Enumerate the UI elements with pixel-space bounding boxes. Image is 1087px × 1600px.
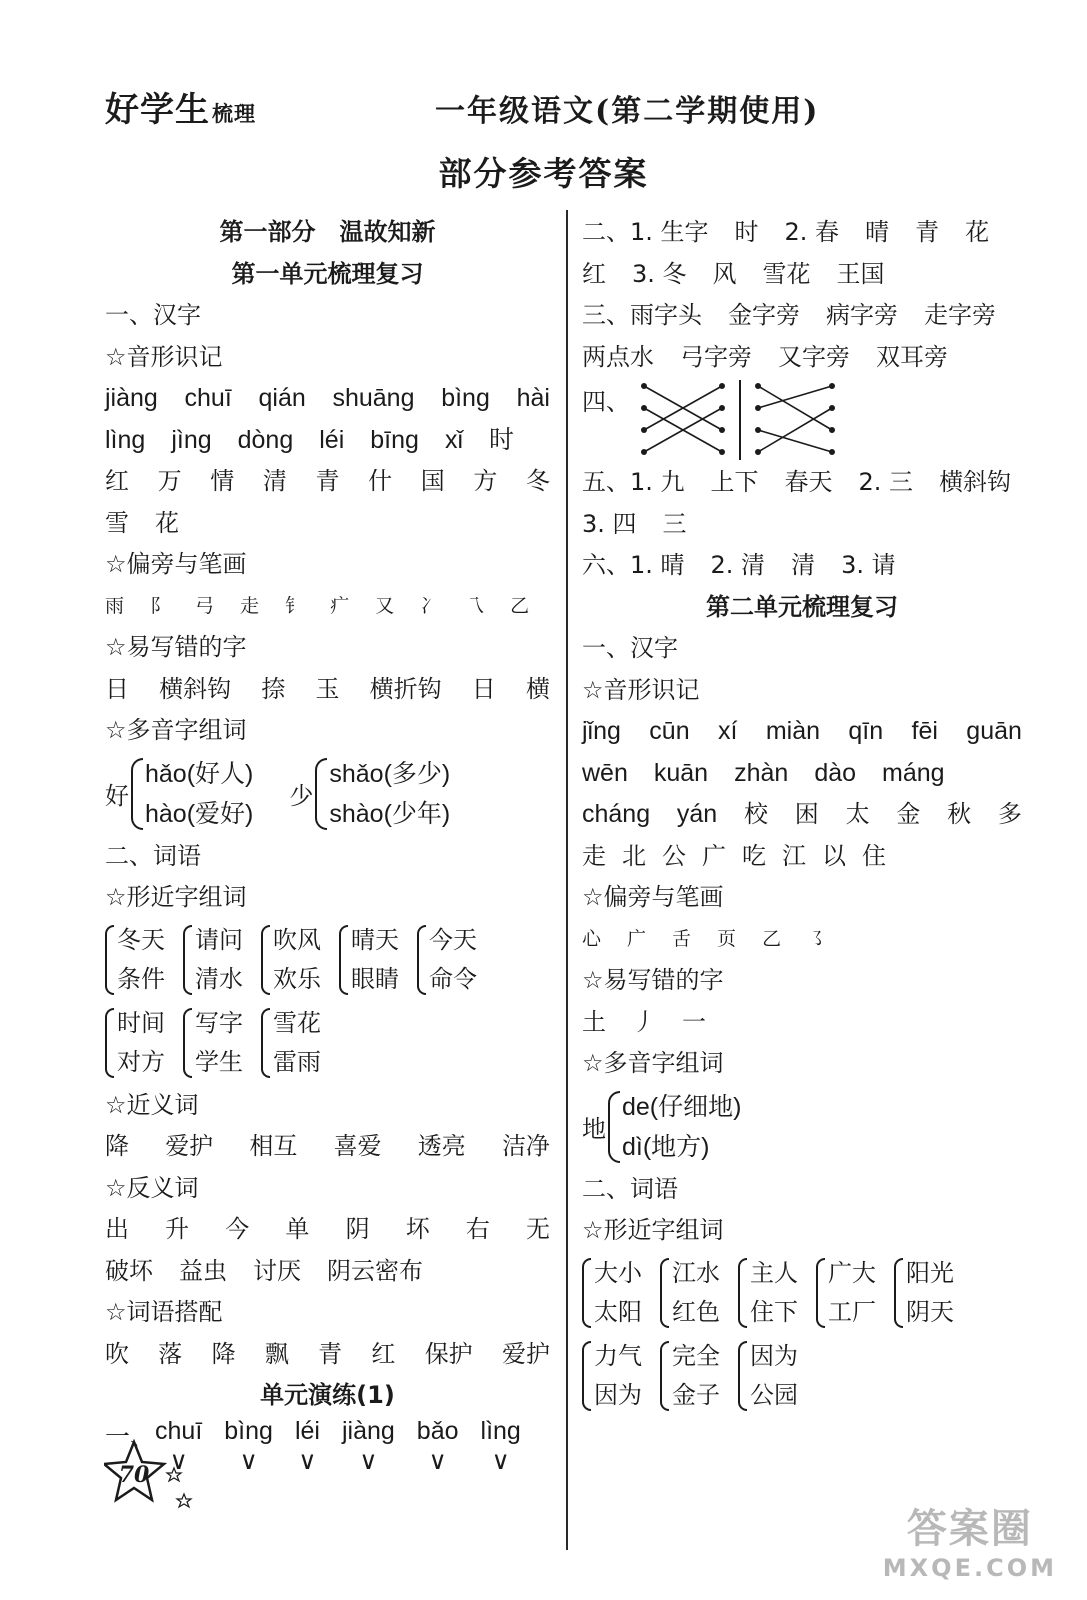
brace-icon — [339, 925, 348, 995]
section-hanzi-2: 一、汉字 — [582, 634, 678, 662]
pinyin-item: xǐ — [444, 425, 463, 454]
subsection-similar-2: ☆形近字组词 — [582, 1216, 724, 1244]
char-item: 住 — [862, 841, 886, 870]
char-item: 国 — [420, 467, 445, 495]
error-item: 横斜钩 — [159, 674, 232, 703]
word: 时间 — [117, 1009, 165, 1037]
errors-row-2 — [582, 1002, 1022, 1044]
word: 今天 — [429, 926, 477, 954]
word-pair — [582, 1254, 642, 1332]
pinyin-item: qián — [258, 384, 306, 412]
collocation-item: 青 — [318, 1339, 343, 1368]
answer-item: 二、1. 生字 — [582, 218, 709, 246]
word: 广大 — [828, 1259, 876, 1287]
word: 因为 — [750, 1342, 798, 1370]
poly-option: hǎo(好人) — [145, 759, 254, 788]
pinyin-item: guān — [966, 717, 1022, 745]
char-item: 青 — [315, 467, 340, 495]
word: 写字 — [195, 1009, 243, 1037]
brace-icon — [315, 758, 327, 830]
answer-item: 雪花 — [762, 259, 811, 288]
answer-item: 三 — [662, 509, 687, 538]
word-pair — [582, 1337, 642, 1415]
word: 眼睛 — [351, 965, 399, 993]
answer-item: 春天 — [784, 468, 833, 496]
poly-char: 好 — [105, 782, 129, 810]
answer-item: 六、1. 晴 — [582, 551, 685, 579]
word-pair — [738, 1337, 798, 1415]
word: 主人 — [750, 1259, 798, 1287]
answer-item: 走字旁 — [924, 301, 996, 329]
unit2-title: 第二单元梳理复习 — [706, 592, 898, 621]
brace-icon — [105, 1008, 114, 1078]
brace-icon — [738, 1258, 747, 1328]
collocation-item: 降 — [211, 1339, 236, 1368]
word: 红色 — [672, 1298, 720, 1326]
antonym-item: 单 — [285, 1215, 310, 1243]
radicals-row-2 — [582, 919, 1022, 961]
brace-icon — [660, 1258, 669, 1328]
error-item: 捺 — [261, 674, 286, 703]
error-item: 一 — [682, 1007, 706, 1036]
answer-item: 上下 — [710, 468, 759, 496]
question-label: 四、 — [582, 388, 630, 416]
answer-row-2 — [582, 212, 1022, 254]
collocation-item: 吹 — [105, 1339, 129, 1368]
radical-item: 疒 — [330, 594, 350, 617]
poly-char: 少 — [289, 782, 314, 810]
poly-options — [622, 1087, 741, 1167]
answer-item: 弓字旁 — [680, 342, 752, 371]
char-item: 公 — [662, 841, 686, 870]
subsection-polyphonic: ☆多音字组词 — [105, 716, 247, 744]
char-item: 北 — [622, 841, 646, 870]
word-pair — [339, 921, 399, 999]
drill-item: bǎo ∨ — [416, 1416, 459, 1475]
subsection-synonyms: ☆近义词 — [105, 1090, 199, 1119]
poly-option: de(仔细地) — [622, 1092, 742, 1121]
brand-logo — [105, 82, 256, 131]
antonym-item: 今 — [225, 1215, 250, 1243]
char-item: 走 — [582, 841, 606, 870]
radical-item: 心 — [582, 927, 602, 950]
pinyin-item: qīn — [848, 717, 884, 745]
subsection-collocations: ☆词语搭配 — [105, 1298, 223, 1326]
answer-item: 两点水 — [582, 342, 654, 371]
word: 学生 — [195, 1048, 243, 1076]
subsection-yinxing: ☆音形识记 — [105, 342, 223, 371]
word: 工厂 — [828, 1298, 876, 1326]
word: 大小 — [594, 1259, 642, 1287]
answer-item: 青 — [915, 218, 940, 246]
answer-item: 五、1. 九 — [582, 468, 685, 496]
subsection-yinxing-2: ☆音形识记 — [582, 675, 700, 704]
char-item: 红 — [105, 467, 129, 495]
brace-icon — [131, 758, 143, 830]
pinyin-item: shuāng — [332, 384, 415, 412]
section-hanzi: 一、汉字 — [105, 301, 201, 329]
answer-item: 红 — [582, 259, 606, 288]
answer-item: 2. 春 — [784, 218, 840, 246]
drill-item: lìng ∨ — [480, 1416, 521, 1475]
word: 完全 — [672, 1342, 720, 1370]
right-column — [582, 212, 1022, 1418]
pinyin-row-3 — [582, 711, 1022, 753]
word: 请问 — [195, 926, 243, 954]
matching-answer — [582, 378, 1022, 462]
error-item: 日 — [471, 674, 496, 703]
answer-item: 2. 清 — [710, 551, 766, 579]
antonym-item: 升 — [165, 1215, 190, 1243]
watermark-line-1: 答案圈 — [906, 1506, 1033, 1552]
pinyin-row-2 — [105, 420, 550, 462]
answer-item: 风 — [712, 259, 737, 288]
check-mark-icon: ∨ — [169, 1446, 188, 1475]
pinyin-item: xí — [717, 717, 738, 745]
word: 雪花 — [273, 1009, 321, 1037]
antonym-item: 益虫 — [179, 1256, 227, 1285]
synonym-item: 爱护 — [165, 1132, 214, 1160]
answer-row-3b — [582, 337, 1022, 379]
char-item: 困 — [794, 800, 819, 828]
error-item: 日 — [105, 674, 129, 703]
pinyin-item: máng — [882, 758, 945, 787]
answer-item: 3. 冬 — [632, 259, 687, 288]
pinyin-item: léi — [319, 425, 345, 454]
antonym-item: 坏 — [405, 1215, 430, 1243]
check-mark-icon: ∨ — [298, 1446, 317, 1475]
pinyin-item: cháng — [582, 800, 651, 828]
pinyin-item: jiàng — [105, 384, 158, 412]
section-words: 二、词语 — [105, 841, 201, 870]
antonym-item: 破坏 — [105, 1256, 153, 1285]
subsection-radicals: ☆偏旁与笔画 — [105, 550, 247, 578]
synonyms-row — [105, 1126, 550, 1168]
char-item: 万 — [157, 467, 182, 495]
radical-item: 弓 — [195, 594, 215, 617]
check-mark-icon: ∨ — [239, 1446, 258, 1475]
collocation-item: 落 — [158, 1339, 183, 1368]
part-title: 第一部分 温故知新 — [219, 218, 436, 246]
word-pair — [417, 921, 477, 999]
char-item: 什 — [368, 467, 393, 495]
answer-item: 清 — [791, 551, 816, 579]
radical-item: 乁 — [465, 594, 485, 617]
antonym-item: 阴 — [345, 1215, 370, 1243]
char-item: 江 — [782, 841, 806, 870]
word: 晴天 — [351, 926, 399, 954]
word: 吹风 — [273, 926, 321, 954]
char-item: 雪 — [105, 508, 129, 537]
synonym-item: 相互 — [249, 1132, 298, 1160]
answer-item: 3. 四 — [582, 509, 637, 538]
drill-item: léi ∨ — [294, 1416, 320, 1475]
antonyms-row-1 — [105, 1209, 550, 1251]
char-item: 冬 — [526, 467, 550, 495]
subsection-errors: ☆易写错的字 — [105, 633, 247, 661]
poly-options — [329, 754, 450, 834]
antonym-item: 无 — [525, 1215, 550, 1243]
word-pair — [816, 1254, 876, 1332]
subsection-errors-2: ☆易写错的字 — [582, 966, 724, 994]
char-item: 吃 — [742, 841, 766, 870]
brace-icon — [105, 925, 114, 995]
brand-name: 好学生 — [105, 90, 210, 130]
char-item: 清 — [262, 467, 287, 495]
word: 冬天 — [117, 926, 165, 954]
similar-pairs-row-3 — [582, 1252, 1022, 1335]
brace-icon — [582, 1341, 591, 1411]
answer-item: 王国 — [836, 259, 885, 288]
radical-item: 又 — [375, 594, 395, 617]
radical-item: 雨 — [105, 594, 125, 617]
chars-row-4 — [582, 836, 1022, 878]
radical-item: 乙 — [762, 927, 782, 950]
subsection-radicals-2: ☆偏旁与笔画 — [582, 883, 724, 911]
book-title: 一年级语文(第二学期使用) — [435, 94, 820, 129]
word: 金子 — [672, 1381, 720, 1409]
answer-row-2b — [582, 254, 1022, 296]
matching-lines-diagram — [630, 378, 840, 462]
radical-item: ㇌ — [807, 927, 827, 950]
star-icon — [104, 1438, 200, 1518]
word-pair — [105, 921, 165, 999]
similar-pairs-row-4 — [582, 1335, 1022, 1418]
antonym-item: 讨厌 — [253, 1256, 301, 1285]
answer-item: 金字旁 — [728, 301, 800, 329]
pinyin-item: lìng — [105, 425, 146, 454]
page-header — [105, 82, 1025, 132]
collocation-item: 保护 — [424, 1339, 473, 1368]
check-mark-icon: ∨ — [491, 1446, 510, 1475]
synonym-item: 透亮 — [417, 1132, 466, 1160]
answer-item: 花 — [965, 218, 990, 246]
pinyin-item: chuī — [184, 384, 232, 412]
check-mark-icon: ∨ — [428, 1446, 447, 1475]
synonym-item: 洁净 — [501, 1132, 550, 1160]
radical-item: 冫 — [420, 594, 440, 617]
char-item: 广 — [702, 841, 726, 870]
collocation-item: 飘 — [264, 1339, 289, 1368]
char-item: 情 — [210, 467, 235, 495]
brace-icon — [261, 925, 270, 995]
brace-icon — [816, 1258, 825, 1328]
subsection-polyphonic-2: ☆多音字组词 — [582, 1049, 724, 1077]
pinyin-item: wēn — [582, 758, 628, 787]
antonyms-row-2 — [105, 1251, 550, 1293]
word: 阳光 — [906, 1259, 954, 1287]
drill-item: bìng ∨ — [224, 1416, 273, 1475]
radical-item: 走 — [240, 594, 260, 617]
similar-pairs-row-2 — [105, 1002, 550, 1085]
word: 雷雨 — [273, 1048, 321, 1076]
pinyin-item: dào — [814, 758, 857, 787]
pinyin-item: jìng — [171, 425, 212, 454]
drill-item: jiàng ∨ — [341, 1416, 395, 1475]
poly-char: 地 — [582, 1115, 606, 1143]
word: 清水 — [195, 965, 243, 993]
column-divider — [566, 210, 568, 1550]
pinyin-row-4 — [582, 753, 1022, 795]
radical-item: 乙 — [510, 594, 530, 617]
pinyin-item: yán — [676, 800, 718, 828]
subsection-similar: ☆形近字组词 — [105, 883, 247, 911]
word: 太阳 — [594, 1298, 642, 1326]
pinyin-item: jǐng — [582, 717, 621, 745]
similar-pairs-row-1 — [105, 919, 550, 1002]
char-item: 花 — [155, 508, 179, 537]
unit1-title: 第一单元梳理复习 — [231, 259, 424, 288]
drill-prefix: 一、 — [105, 1422, 156, 1451]
poly-option: hào(爱好) — [145, 799, 254, 828]
word-pair — [183, 1004, 243, 1082]
mixed-row — [582, 794, 1022, 836]
brand-sub: 梳理 — [212, 102, 256, 126]
watermark-line-2: MXQE.COM — [882, 1554, 1057, 1582]
answer-row-5 — [582, 462, 1022, 504]
word-pair — [894, 1254, 954, 1332]
word: 公园 — [750, 1381, 798, 1409]
radical-item: 页 — [717, 927, 737, 950]
pinyin-item: bìng — [441, 384, 490, 412]
char-item: 校 — [744, 800, 768, 828]
answer-item: 2. 三 — [858, 468, 914, 496]
polyphonic-row-2 — [582, 1085, 1022, 1169]
error-item: 丿 — [632, 1007, 656, 1036]
brace-icon — [261, 1008, 270, 1078]
antonym-item: 出 — [105, 1215, 129, 1243]
brace-icon — [894, 1258, 903, 1328]
word-pair — [183, 921, 243, 999]
word-pair — [660, 1337, 720, 1415]
char-item: 太 — [845, 800, 870, 828]
word: 住下 — [750, 1298, 798, 1326]
poly-option: shǎo(多少) — [329, 759, 451, 788]
answer-row-5b — [582, 504, 1022, 546]
brace-icon — [183, 925, 192, 995]
word: 因为 — [594, 1381, 642, 1409]
pinyin-item: hài — [516, 384, 550, 412]
watermark — [883, 1497, 1057, 1582]
drill-title: 单元演练(1) — [260, 1381, 395, 1409]
brace-icon — [582, 1258, 591, 1328]
pinyin-row-1 — [105, 378, 550, 420]
word: 命令 — [429, 965, 477, 993]
error-item: 横折钩 — [369, 674, 442, 703]
char-item: 以 — [822, 841, 846, 870]
poly-option: dì(地方) — [622, 1132, 710, 1161]
word: 对方 — [117, 1048, 165, 1076]
errors-row — [105, 669, 550, 711]
error-item: 玉 — [315, 674, 340, 703]
chars-row-2 — [105, 503, 550, 545]
poly-option: shào(少年) — [329, 799, 451, 828]
word: 力气 — [594, 1342, 642, 1370]
answer-item: 时 — [734, 218, 759, 246]
pinyin-item: bīng — [370, 425, 419, 454]
error-item: 横 — [525, 674, 550, 703]
chars-row-1 — [105, 461, 550, 503]
answer-row-3 — [582, 295, 1022, 337]
collocation-item: 爱护 — [501, 1339, 550, 1368]
brace-icon — [660, 1341, 669, 1411]
brace-icon — [608, 1091, 620, 1163]
polyphonic-row — [105, 752, 550, 836]
word: 条件 — [117, 965, 165, 993]
collocations-row — [105, 1334, 550, 1376]
answer-item: 病字旁 — [826, 301, 898, 329]
radical-item: 阝 — [150, 594, 170, 617]
answer-item: 又字旁 — [778, 342, 850, 371]
char-item: 秋 — [947, 800, 972, 828]
collocation-item: 红 — [371, 1339, 396, 1368]
char-item: 多 — [997, 800, 1022, 828]
radical-item: 广 — [627, 927, 647, 950]
word-pair — [105, 1004, 165, 1082]
word-pair — [660, 1254, 720, 1332]
pinyin-item: kuān — [653, 758, 709, 787]
radicals-row — [105, 586, 550, 628]
drill-item: chuī ∨ — [155, 1416, 203, 1475]
answer-row-6 — [582, 545, 1022, 587]
pinyin-item: zhàn — [734, 758, 789, 787]
answer-item: 3. 请 — [841, 551, 896, 579]
word-pair — [738, 1254, 798, 1332]
pinyin-item: miàn — [765, 717, 820, 745]
page-number-badge — [104, 1438, 200, 1522]
page-number: 70 — [118, 1462, 150, 1488]
error-item: 土 — [582, 1007, 606, 1036]
poly-options — [145, 754, 253, 834]
synonym-item: 降 — [105, 1132, 129, 1160]
antonym-item: 阴云密布 — [327, 1256, 423, 1285]
antonym-item: 右 — [465, 1215, 490, 1243]
word: 欢乐 — [273, 965, 321, 993]
char-item: 金 — [896, 800, 921, 828]
answer-item: 横斜钩 — [939, 468, 1012, 496]
radical-item: 舌 — [672, 927, 692, 950]
brace-icon — [183, 1008, 192, 1078]
pinyin-item: cūn — [649, 717, 690, 745]
word-pair — [261, 921, 321, 999]
synonym-item: 喜爱 — [333, 1132, 382, 1160]
check-mark-icon: ∨ — [359, 1446, 378, 1475]
word-pair — [261, 1004, 321, 1082]
pinyin-item: fēi — [911, 717, 938, 745]
word: 江水 — [672, 1259, 720, 1287]
answer-item: 三、雨字头 — [582, 301, 702, 329]
brace-icon — [417, 925, 426, 995]
subsection-antonyms: ☆反义词 — [105, 1173, 199, 1202]
char-item: 方 — [473, 467, 498, 495]
answer-item: 晴 — [865, 218, 890, 246]
answer-item: 双耳旁 — [876, 342, 948, 371]
pinyin-item: dòng — [237, 425, 294, 454]
section-words-2: 二、词语 — [582, 1174, 678, 1203]
pinyin-item: 时 — [489, 425, 515, 454]
radical-item: 钅 — [285, 594, 305, 617]
brace-icon — [738, 1341, 747, 1411]
page-title: 部分参考答案 — [438, 154, 649, 193]
word: 阴天 — [906, 1298, 954, 1326]
